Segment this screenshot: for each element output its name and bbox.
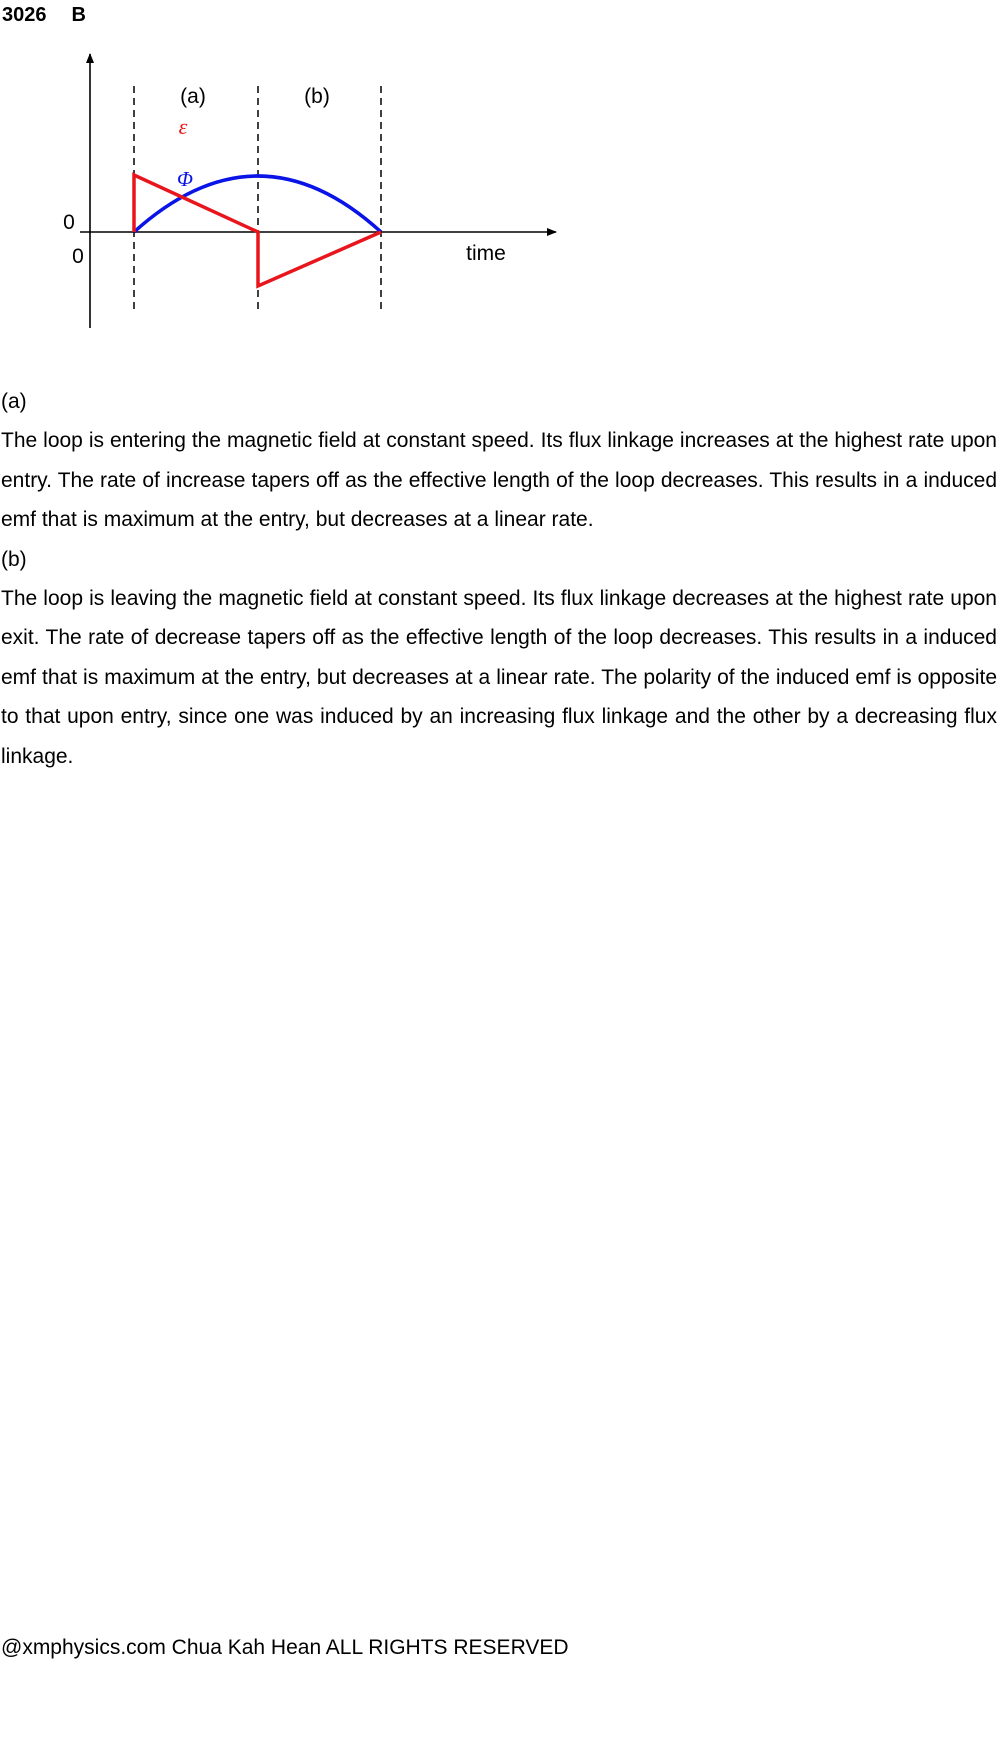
section-b-heading: (b) bbox=[1, 547, 27, 571]
region-b-label: (b) bbox=[304, 85, 330, 108]
x-zero-label: 0 bbox=[72, 245, 84, 268]
answer-letter: B bbox=[71, 4, 86, 26]
y-zero-label: 0 bbox=[63, 211, 75, 234]
explanation-text bbox=[1, 382, 997, 776]
question-header bbox=[2, 3, 86, 27]
flux-symbol: Φ bbox=[177, 167, 193, 191]
section-b-paragraph: The loop is leaving the magnetic field at constant speed. Its flux linkage decreases at the highest rate upon exit. The rate of decrease tapers off as the effective length of the loop decreases. This results in a induced emf that is maximum at the entry, but decreases at a linear rate. The polarity of the induced emf is opposite to that upon entry, since one was induced by an increasing flux linkage and the other by a decreasing flux linkage. bbox=[1, 587, 997, 768]
section-a-heading: (a) bbox=[1, 390, 27, 413]
section-a bbox=[1, 382, 997, 540]
emf-flux-time-graph bbox=[0, 40, 580, 340]
copyright-footer: @xmphysics.com Chua Kah Hean ALL RIGHTS RESERVED bbox=[1, 1636, 569, 1659]
question-number: 3026 bbox=[2, 4, 47, 26]
section-b bbox=[1, 540, 997, 776]
emf-curve bbox=[134, 175, 381, 286]
region-a-label: (a) bbox=[180, 85, 206, 108]
emf-symbol: ε bbox=[178, 114, 188, 139]
time-axis-label: time bbox=[466, 242, 506, 265]
section-a-paragraph: The loop is entering the magnetic field at constant speed. Its flux linkage increases at the highest rate upon entry. The rate of increase tapers off as the effective length of the loop decreases. This results in a induced emf that is maximum at the entry, but decreases at a linear rate. bbox=[1, 429, 997, 532]
